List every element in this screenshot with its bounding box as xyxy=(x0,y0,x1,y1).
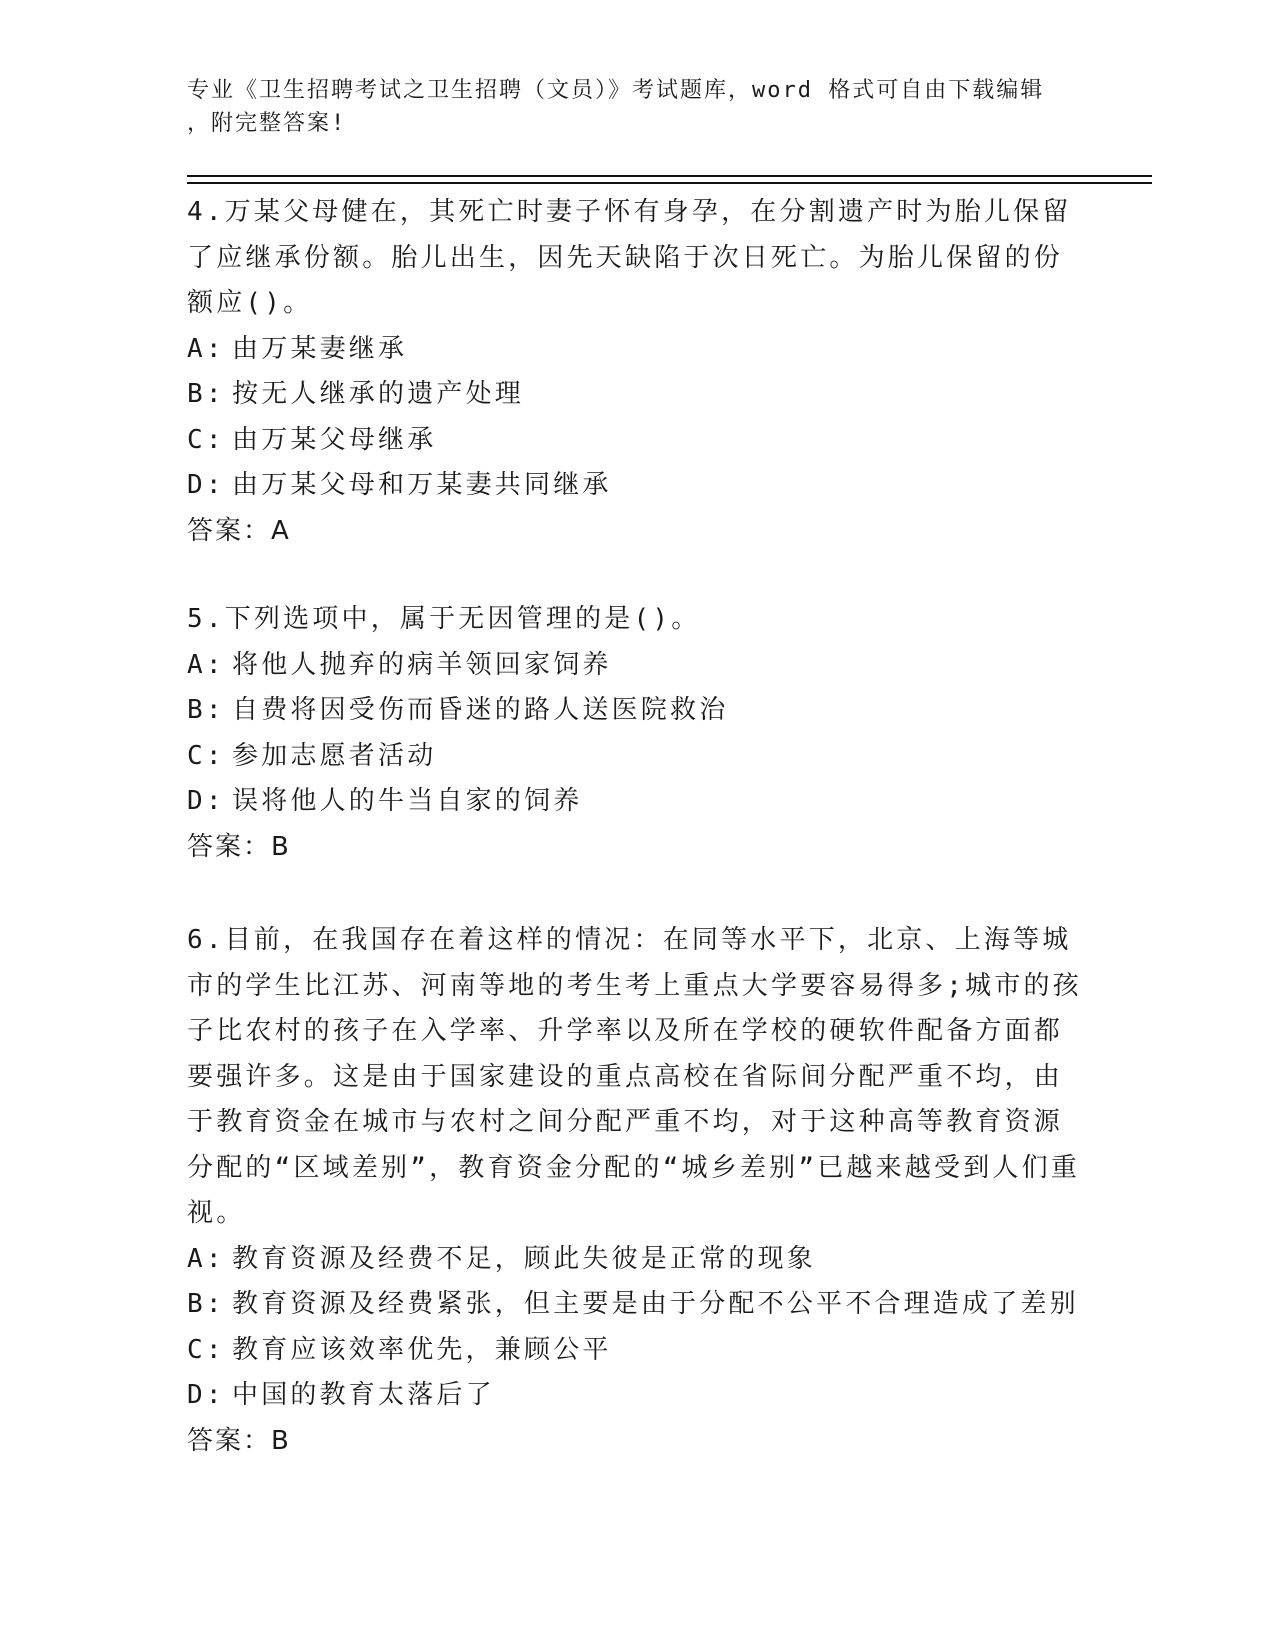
question-6 xyxy=(187,918,1087,1464)
option-text: 由万某父母继承 xyxy=(232,424,437,455)
option-b xyxy=(187,1282,1087,1328)
option-letter: D: xyxy=(187,1380,225,1410)
option-text: 由万某妻继承 xyxy=(232,333,408,364)
option-a xyxy=(187,643,1087,689)
option-letter: C: xyxy=(187,424,225,455)
option-b xyxy=(187,688,1087,734)
option-d xyxy=(187,1373,1087,1419)
answer-label: 答案：B xyxy=(187,1425,291,1456)
answer-label: 答案：A xyxy=(187,515,291,546)
option-letter: D: xyxy=(187,786,225,816)
header-divider-bottom xyxy=(187,182,1152,184)
header-divider-top xyxy=(187,175,1152,177)
option-c xyxy=(187,418,1087,464)
answer-label: 答案：B xyxy=(187,831,291,862)
option-letter: A: xyxy=(187,649,225,680)
option-text: 自费将因受伤而昏迷的路人送医院救治 xyxy=(232,695,729,725)
option-c xyxy=(187,1328,1087,1374)
option-text: 按无人继承的遗产处理 xyxy=(232,379,525,409)
header-line-2: ，附完整答案! xyxy=(187,111,347,136)
question-4 xyxy=(187,190,1087,554)
option-text: 由万某父母和万某妻共同继承 xyxy=(232,470,612,500)
option-letter: A: xyxy=(187,333,225,364)
option-letter: C: xyxy=(187,1334,225,1365)
option-c xyxy=(187,734,1087,780)
option-letter: B: xyxy=(187,695,225,725)
option-letter: D: xyxy=(187,470,225,500)
option-text: 教育资源及经费紧张，但主要是由于分配不公平不合理造成了差别 xyxy=(232,1289,1079,1319)
option-text: 参加志愿者活动 xyxy=(232,740,437,771)
option-text: 教育资源及经费不足，顾此失彼是正常的现象 xyxy=(232,1243,817,1274)
option-letter: A: xyxy=(187,1243,225,1274)
option-letter: B: xyxy=(187,1289,225,1319)
header-line-1: 专业《卫生招聘考试之卫生招聘（文员）》考试题库，word 格式可自由下载编辑 xyxy=(187,78,1045,103)
question-stem: 6.目前，在我国存在着这样的情况：在同等水平下，北京、上海等城市的学生比江苏、河南等地的考生考上重点大学要容易得多;城市的孩子比农村的孩子在入学率、升学率以及所在学校的硬软件配备方面都要强许多。这是由于国家建设的重点高校在省际间分配严重不均，由于教育资金在城市与农村之间分配严重不均，对于这种高等教育资源分配的“区域差别”，教育资金分配的“城乡差别”已越来越受到人们重视。 xyxy=(187,925,1082,1228)
option-letter: B: xyxy=(187,379,225,409)
option-letter: C: xyxy=(187,740,225,771)
question-stem: 4.万某父母健在，其死亡时妻子怀有身孕，在分割遗产时为胎儿保留了应继承份额。胎儿出生，因先天缺陷于次日死亡。为胎儿保留的份额应()。 xyxy=(187,197,1072,318)
question-stem: 5.下列选项中，属于无因管理的是()。 xyxy=(187,604,701,634)
option-text: 教育应该效率优先，兼顾公平 xyxy=(232,1334,612,1365)
question-5 xyxy=(187,597,1087,870)
option-a xyxy=(187,1237,1087,1283)
option-d xyxy=(187,463,1087,509)
option-text: 误将他人的牛当自家的饲养 xyxy=(232,786,583,816)
option-text: 中国的教育太落后了 xyxy=(232,1380,495,1410)
document-header xyxy=(187,74,1087,140)
option-a xyxy=(187,327,1087,373)
option-text: 将他人抛弃的病羊领回家饲养 xyxy=(232,649,612,680)
option-b xyxy=(187,372,1087,418)
option-d xyxy=(187,779,1087,825)
